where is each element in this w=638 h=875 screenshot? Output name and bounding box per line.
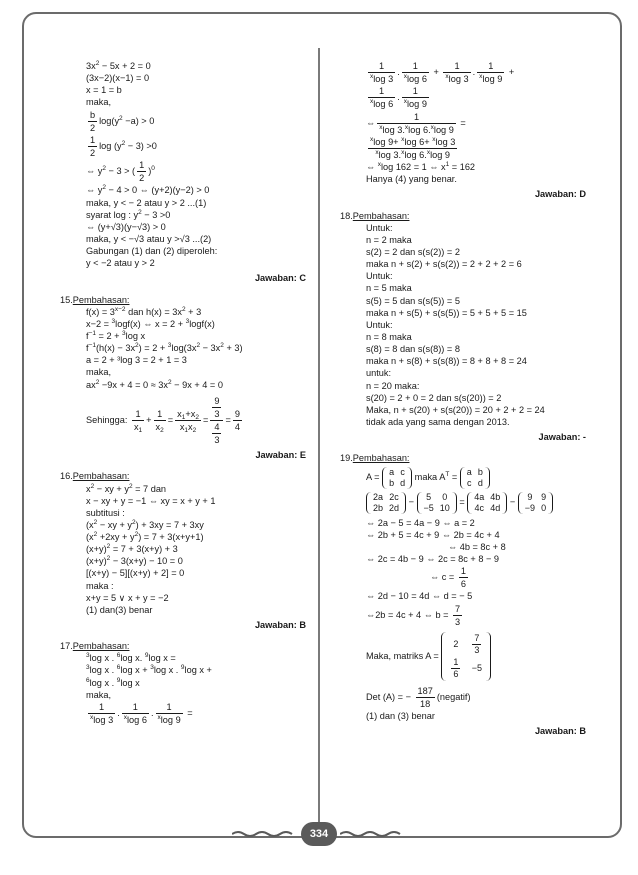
math-line: $\frac{^x\log 9+ ^x\log 6+ ^x\log 3}{^x\log 3.^x\log 6.^x\log 9}$ (370, 135, 456, 160)
math-line: ⇔ $\frac{1}{^x\log 3.^x\log 6.^x\log 9}$ = (366, 111, 466, 135)
section-15 (60, 294, 306, 447)
math-line: maka, (86, 97, 112, 108)
math-line: $(x^2 +2xy + y^2) = 7 + 3(x+y+1)$ (86, 531, 204, 543)
right-column (340, 60, 586, 738)
section-17-continued (340, 60, 586, 185)
text-line: Untuk: (366, 271, 393, 282)
math-line: $^6$log x . $^9$log x (86, 676, 140, 688)
math-line: ⇔ 2b + 5 = 4c + 9 ⇔ 2b = 4c + 4 (366, 529, 500, 540)
section-number: 16. (60, 471, 73, 482)
math-line: ⇔ (y+√3)(y−√3) > 0 (86, 221, 166, 232)
math-line: $(x+y)^2 = 7 + 3(x+y) + 3$ (86, 543, 178, 555)
footer-wave-right (340, 830, 406, 838)
answer-label: Jawaban: C (254, 273, 306, 284)
answer-label: Jawaban: E (255, 450, 306, 461)
section-16 (60, 470, 306, 616)
text-line: maka n + s(5) + s(s(5)) = 5 + 5 + 5 = 15 (366, 307, 527, 318)
left-column (60, 60, 306, 726)
math-line: maka, y < −√3 atau y >√3 ...(2) (86, 233, 212, 244)
math-line: $^3$log x . $^6$log x. $^9$log x = (86, 652, 176, 664)
math-line: ⇔ 2d − 10 = 4d ⇔ d = − 5 (366, 591, 473, 602)
text-line: Maka, n + s(20) + s(s(20)) = 20 + 2 + 2 = 24 (366, 404, 545, 415)
math-line: ⇔ $y^2 - 4 > 0$ ⇔ (y+2)(y−2) > 0 (86, 184, 210, 196)
math-line: x − xy + y = −1 ⇔ xy = x + y + 1 (86, 495, 216, 506)
math-line: $\frac{1}{^x\log 3}$ . $\frac{1}{^x\log 6}$ . $\frac{1}{^x\log 9}$ = (90, 701, 193, 726)
section-number: 18. (340, 210, 353, 221)
section-label: Pembahasan: (352, 453, 410, 464)
math-line: x+y = 5 ∨ x + y = −2 (86, 592, 169, 603)
math-line: $\frac{1}{^x\log 3}$ . $\frac{1}{^x\log 6}$ + $\frac{1}{^x\log 3}$ . $\frac{1}{^x\log 9}$ + (370, 61, 515, 85)
text-line: Untuk: (366, 319, 393, 330)
math-line: ⇔ c = $\frac{1}{6}$ (430, 566, 466, 590)
math-line: ($x^2$ − xy + $y^2) + 3xy = 7 + 3xy$ (86, 518, 204, 530)
math-line: (3x−2)(x−1) = 0 (86, 73, 150, 84)
continued-solution (60, 60, 306, 269)
math-line: maka, y < − 2 atau y > 2 ...(1) (86, 197, 207, 208)
answer-label: Jawaban: B (534, 726, 586, 737)
math-line: ⇔2b = 4c + 4 ⇔ b = $\frac{7}{3}$ (366, 603, 461, 627)
math-line: $3x^2 - 5x + 2 = 0$ (86, 60, 151, 71)
math-line: $^3$log x . $^6$log x + $^3$log x . $^9$log x + (86, 664, 212, 676)
section-number: 15. (60, 294, 73, 305)
section-number: 17. (60, 641, 73, 652)
text-line: tidak ada yang sama dengan 2013. (366, 416, 510, 427)
math-line: maka : (86, 580, 114, 591)
math-line: $(x+y)^2 - 3(x+y) - 10 = 0$ (86, 555, 183, 567)
section-19 (340, 452, 586, 722)
math-line: syarat log : $y^2 - 3 >0$ (86, 208, 171, 220)
math-line: a = 2 + ³log 3 = 2 + 1 = 3 (86, 355, 187, 366)
math-line: (1) dan(3) benar (86, 604, 153, 615)
math-line: y < −2 atau y > 2 (86, 258, 155, 269)
math-line: ⇔ $y^2 - 3$ > ( $\frac{1}{2}$ )$^0$ (86, 160, 155, 184)
text-line: n = 20 maka: (366, 380, 420, 391)
section-label: Pembahasan: (72, 471, 130, 482)
math-line: $f^{-1} = 2 + ^3\log$ x (86, 329, 146, 341)
section-17 (60, 640, 306, 726)
section-label: Pembahasan: (72, 641, 130, 652)
math-line: $\frac{1}{2}$ $\log (y^2 - 3) >0$ (90, 134, 157, 158)
section-18 (340, 210, 586, 429)
text-line: untuk: (366, 368, 392, 379)
math-line: x = 1 = b (86, 85, 122, 96)
text-line: n = 8 maka (366, 331, 412, 342)
text-line: maka n + s(8) + s(s(8)) = 8 + 8 + 8 = 24 (366, 356, 527, 367)
text-line: (1) dan (3) benar (366, 711, 435, 722)
math-line: ⇔ $^x$log 162 = 1 ⇔ $x^1 = 162$ (366, 161, 476, 173)
math-line: 2a 2c 2b 2d − 5 0 −5 10 = 4a 4b 4c 4d − 9 9 −9 0 (366, 492, 586, 514)
math-line: [(x+y) − 5][(x+y) + 2] = 0 (86, 568, 185, 579)
answer-label: Jawaban: D (534, 189, 586, 200)
math-line: ⇔ 2a − 5 = 4a − 9 ⇔ a = 2 (366, 517, 475, 528)
text-line: n = 5 maka (366, 283, 412, 294)
math-line: A = a c b d maka $A^T$ = a b c d (366, 467, 586, 489)
text-line: s(2) = 2 dan s(s(2)) = 2 (366, 246, 460, 257)
math-line: $x^2$ − xy + $y^2 = 7$ dan (86, 482, 167, 494)
footer-wave-left (232, 830, 298, 838)
math-line: Gabungan (1) dan (2) diperoleh: (86, 246, 218, 257)
math-line: subtitusi : (86, 507, 125, 518)
text-line: maka n + s(2) + s(s(2)) = 2 + 2 + 2 = 6 (366, 259, 522, 270)
section-number: 19. (340, 453, 353, 464)
text-line: n = 2 maka (366, 234, 412, 245)
math-line: maka, (86, 689, 112, 700)
math-line: maka, (86, 367, 112, 378)
answer-label: Jawaban: - (538, 432, 586, 443)
math-line: x−2 = $^3$logf(x) ⇔ x = 2 + $^3$logf(x) (86, 317, 215, 329)
math-line: $\frac{b}{2}$ $\log(y^2 -a) > 0$ (90, 109, 155, 133)
text-line: Untuk: (366, 222, 393, 233)
math-line: $f^{-1}(h(x) - 3x^2) = 2 + ^3\log(3x^2 - 3x^2 + 3)$ (86, 342, 243, 354)
section-label: Pembahasan: (72, 294, 130, 305)
text-line: s(8) = 8 dan s(s(8)) = 8 (366, 344, 460, 355)
answer-label: Jawaban: B (254, 620, 306, 631)
page-number: 334 (301, 822, 337, 846)
section-label: Pembahasan: (352, 210, 410, 221)
math-line: $\frac{1}{^x\log 6}$ . $\frac{1}{^x\log 9}$ (370, 86, 427, 110)
sehingga-line: Sehingga: $\frac{1}{x_1}$ + $\frac{1}{x_2}$ = $\frac{x_1+x_2}{x_1x_2}$ = $\frac{\frac{9}{3}}{\frac{4}{3}}$ = $\frac{9}{4}$ (86, 395, 240, 446)
math-line: $f(x) = 3^{x-2}$ dan $h(x) = 3x^2 + 3$ (86, 305, 202, 317)
math-line: ⇔ 4b = 8c + 8 (448, 541, 506, 552)
column-divider (318, 48, 320, 836)
math-line: Det (A) = − $\frac{187}{18}$ (negatif) (366, 686, 471, 710)
math-line: Hanya (4) yang benar. (366, 174, 457, 185)
text-line: s(5) = 5 dan s(s(5)) = 5 (366, 295, 460, 306)
text-line: s(20) = 2 + 0 = 2 dan s(s(20)) = 2 (366, 392, 502, 403)
math-line: Maka, matriks A = 2 $\frac{7}{3}$ $\frac{1}{6}$ −5 (366, 632, 586, 681)
math-line: $ax^2 -9x + 4 = 0 \approx 3x^2 - 9x + 4 = 0$ (86, 378, 223, 390)
math-line: ⇔ 2c = 4b − 9 ⇔ 2c = 8c + 8 − 9 (366, 553, 500, 564)
